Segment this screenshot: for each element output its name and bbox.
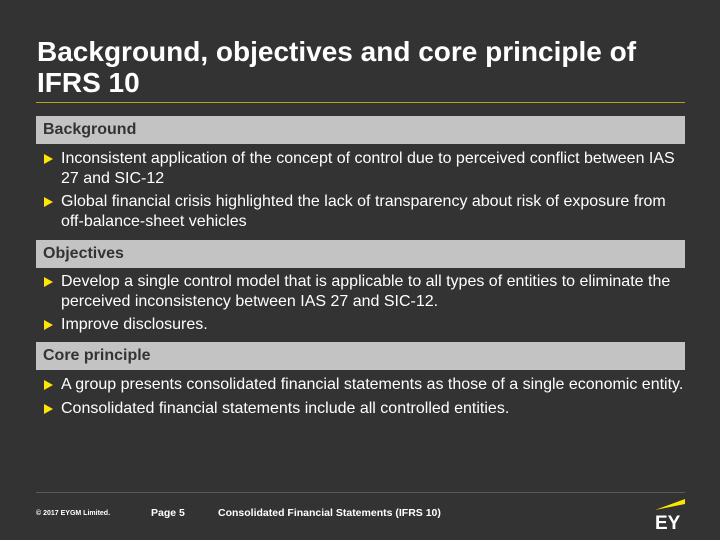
- bullet-item: [36, 192, 685, 231]
- section-header-label: Background: [43, 121, 137, 138]
- section-header-label: Objectives: [43, 245, 124, 262]
- title-divider: [36, 102, 685, 103]
- section-header-objectives: [36, 240, 685, 268]
- triangle-bullet-icon: [44, 404, 53, 414]
- bullet-list-objectives: [36, 272, 685, 339]
- bullet-item: [36, 315, 685, 335]
- section-header-background: [36, 116, 685, 144]
- footer-page-number: Page 5: [151, 507, 185, 519]
- bullet-text: Develop a single control model that is applicable to all types of entities to eliminate the perceived inconsistency between IAS 27 and SIC-12.: [61, 273, 671, 310]
- footer-copyright: © 2017 EYGM Limited.: [36, 510, 111, 517]
- slide-title: Background, objectives and core principle of IFRS 10: [37, 36, 637, 98]
- triangle-bullet-icon: [44, 277, 53, 287]
- bullet-list-background: [36, 149, 685, 235]
- bullet-text: Consolidated financial statements include all controlled entities.: [61, 399, 510, 417]
- bullet-list-core-principle: [36, 375, 685, 422]
- bullet-text: A group presents consolidated financial statements as those of a single economic entity.: [61, 376, 684, 393]
- bullet-item: [36, 375, 685, 395]
- bullet-item: [36, 399, 685, 419]
- triangle-bullet-icon: [44, 154, 53, 164]
- triangle-bullet-icon: [44, 197, 53, 207]
- footer-document-title: Consolidated Financial Statements (IFRS 10): [218, 507, 441, 519]
- triangle-bullet-icon: [44, 320, 53, 330]
- bullet-text: Improve disclosures.: [61, 316, 208, 333]
- bullet-text: Global financial crisis highlighted the lack of transparency about risk of exposure from off-balance-sheet vehicles: [61, 193, 666, 230]
- section-header-label: Core principle: [43, 347, 151, 364]
- bullet-item: [36, 272, 685, 311]
- triangle-bullet-icon: [44, 380, 53, 390]
- bullet-text: Inconsistent application of the concept of control due to perceived conflict between IAS 27 and SIC-12: [61, 150, 675, 187]
- bullet-item: [36, 149, 685, 188]
- ey-logo-text: EY: [655, 513, 681, 532]
- ey-logo-beam: [655, 499, 685, 510]
- ey-logo-icon: [646, 496, 686, 532]
- section-header-core-principle: [36, 342, 685, 370]
- footer-divider: [36, 492, 685, 493]
